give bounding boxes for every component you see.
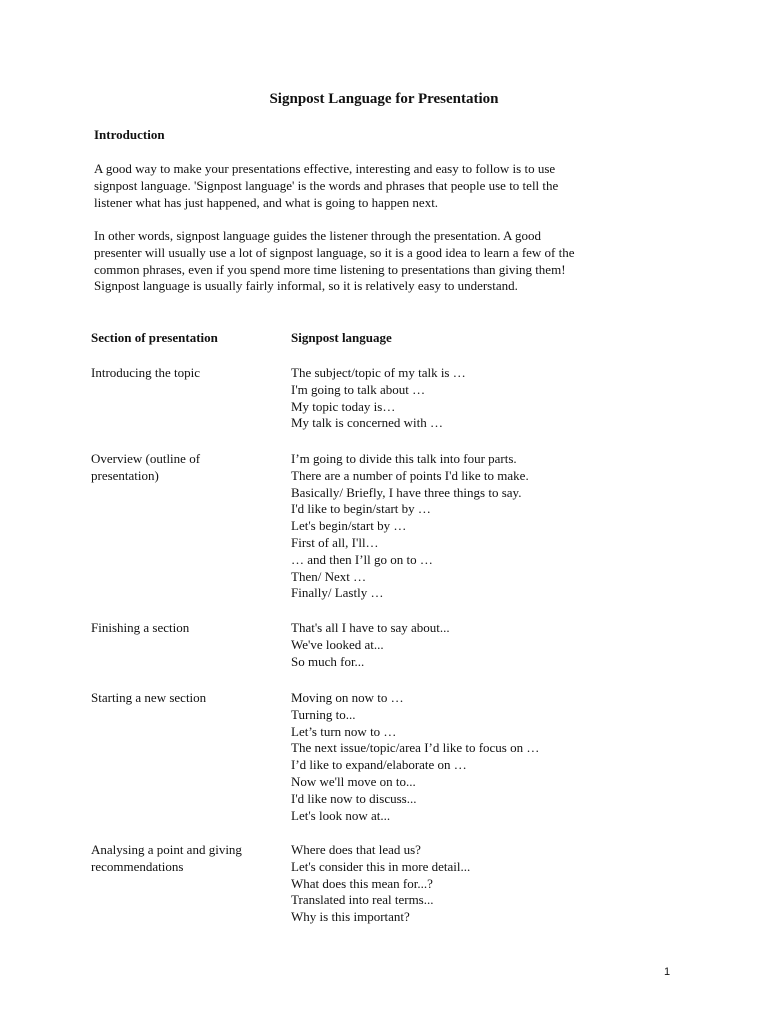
phrase-item: Let’s turn now to … (291, 723, 397, 739)
paragraph-line: In other words, signpost language guides the listener through the presentation. A good (94, 228, 541, 243)
phrase-item: My topic today is… (291, 398, 396, 414)
phrase-item: Now we'll move on to... (291, 773, 416, 789)
phrase-list (291, 365, 466, 432)
phrase-item: First of all, I'll… (291, 534, 379, 550)
phrase-item: Translated into real terms... (291, 892, 434, 908)
paragraph-line: A good way to make your presentations effective, interesting and easy to follow is to use (94, 161, 556, 176)
section-label-line: Introducing the topic (91, 365, 201, 380)
paragraph-line: common phrases, even if you spend more time listening to presentations than giving them! (94, 261, 566, 277)
section-label-line: presentation) (91, 467, 159, 483)
section-label (91, 842, 281, 876)
introduction-heading: Introduction (94, 127, 165, 142)
phrase-item: We've looked at... (291, 636, 384, 652)
section-label (91, 451, 281, 485)
phrase-item: My talk is concerned with … (291, 415, 443, 431)
phrase-list (291, 690, 539, 824)
paragraph-line: listener what has just happened, and what is going to happen next. (94, 194, 439, 210)
phrase-item: Let's begin/start by … (291, 518, 407, 534)
document-title: Signpost Language for Presentation (269, 91, 499, 107)
phrase-item: What does this mean for...? (291, 875, 433, 891)
phrase-item: Then/ Next … (291, 568, 367, 584)
paragraph-line: signpost language. 'Signpost language' is the words and phrases that people use to tell the (94, 177, 559, 193)
phrase-item: That's all I have to say about... (291, 620, 450, 635)
phrase-item: Finally/ Lastly … (291, 585, 384, 601)
phrase-item: The subject/topic of my talk is … (291, 365, 466, 380)
section-label-line: Finishing a section (91, 620, 190, 635)
section-label (91, 365, 281, 382)
section-label-line: Analysing a point and giving (91, 842, 242, 857)
phrase-item: Basically/ Briefly, I have three things to say. (291, 484, 522, 500)
phrase-item: Moving on now to … (291, 690, 404, 705)
page-number: 1 (664, 966, 671, 978)
phrase-item: Let's look now at... (291, 807, 391, 823)
phrase-item: Why is this important? (291, 909, 410, 925)
phrase-item: So much for... (291, 653, 365, 669)
phrase-item: There are a number of points I'd like to make. (291, 467, 529, 483)
phrase-item: The next issue/topic/area I’d like to focus on … (291, 740, 540, 756)
section-label-line: Overview (outline of (91, 451, 201, 466)
column-header-signpost: Signpost language (291, 330, 392, 345)
phrase-item: Let's consider this in more detail... (291, 858, 471, 874)
intro-paragraph-1 (94, 161, 694, 211)
paragraph-line: presenter will usually use a lot of signpost language, so it is a good idea to learn a few of the (94, 244, 575, 260)
phrase-item: I’m going to divide this talk into four parts. (291, 451, 517, 466)
phrase-item: Where does that lead us? (291, 842, 421, 857)
phrase-item: I'm going to talk about … (291, 381, 426, 397)
phrase-item: I’d like to expand/elaborate on … (291, 757, 467, 773)
phrase-item: Turning to... (291, 706, 356, 722)
intro-paragraph-2 (94, 228, 694, 295)
phrase-list (291, 451, 529, 602)
paragraph-line: Signpost language is usually fairly informal, so it is relatively easy to understand. (94, 278, 518, 294)
phrase-list (291, 620, 450, 670)
phrase-item: … and then I’ll go on to … (291, 551, 433, 567)
column-header-section: Section of presentation (91, 330, 218, 345)
section-label (91, 620, 281, 637)
phrase-item: I'd like now to discuss... (291, 790, 417, 806)
section-label (91, 690, 281, 707)
phrase-list (291, 842, 470, 926)
section-label-line: Starting a new section (91, 690, 207, 705)
section-label-line: recommendations (91, 858, 184, 874)
phrase-item: I'd like to begin/start by … (291, 501, 431, 517)
